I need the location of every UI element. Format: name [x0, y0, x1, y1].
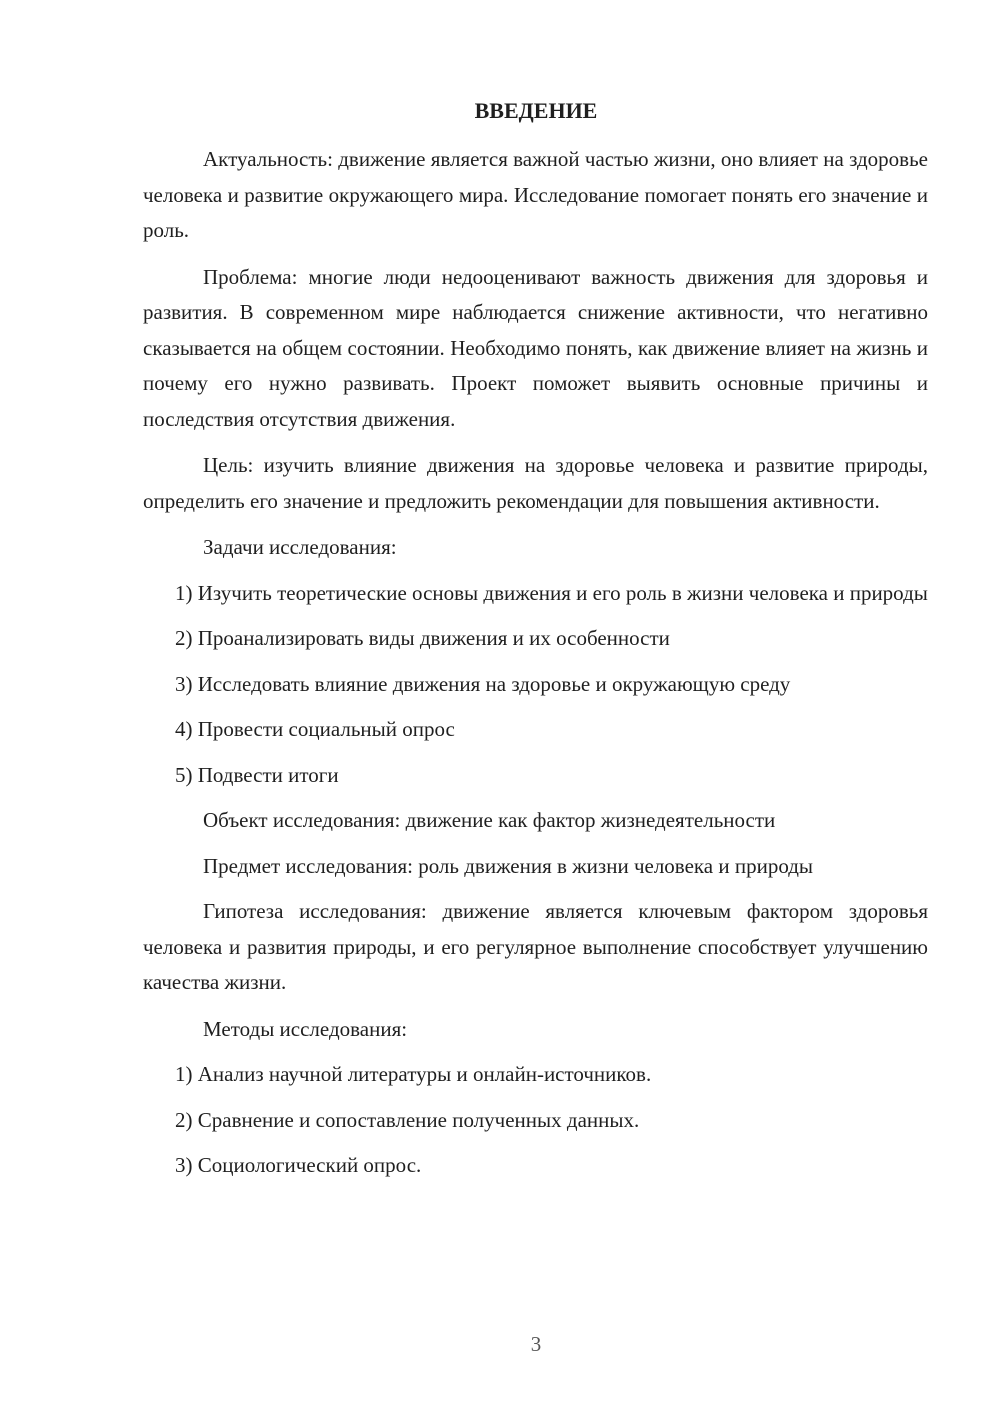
page-title: ВВЕДЕНИЕ — [474, 98, 598, 123]
problem-paragraph: Проблема: многие люди недооценивают важность движения для здоровья и развития. В современном мире наблюдается снижение активности, что негативно сказывается на общем состоянии. Необходимо понять, как движение влияет на жизнь и почему его нужно развивать. Проект поможет выявить основные причины и последствия отсутствия движения. — [143, 264, 928, 431]
object-paragraph: Объект исследования: движение как фактор жизнедеятельности — [203, 808, 776, 832]
document-body — [143, 142, 928, 1194]
method-item: 1) Анализ научной литературы и онлайн-источников. — [175, 1062, 652, 1086]
task-item: 5) Подвести итоги — [175, 762, 339, 787]
goal-paragraph: Цель: изучить влияние движения на здоровье человека и развитие природы, определить его значение и предложить рекомендации для повышения активности. — [143, 453, 928, 513]
relevance-paragraph: Актуальность: движение является важной частью жизни, оно влияет на здоровье человека и развитие окружающего мира. Исследование помогает понять его значение и роль. — [143, 147, 928, 242]
page-number: 3 — [530, 1332, 542, 1356]
task-item: 2) Проанализировать виды движения и их особенности — [175, 626, 670, 650]
method-item: 2) Сравнение и сопоставление полученных данных. — [175, 1107, 640, 1132]
task-item: 3) Исследовать влияние движения на здоровье и окружающую среду — [175, 671, 791, 696]
subject-paragraph: Предмет исследования: роль движения в жизни человека и природы — [203, 853, 814, 878]
hypothesis-paragraph: Гипотеза исследования: движение является ключевым фактором здоровья человека и развития природы, и его регулярное выполнение способствует улучшению качества жизни. — [143, 899, 928, 994]
task-item: 4) Провести социальный опрос — [175, 717, 455, 741]
tasks-heading: Задачи исследования: — [203, 535, 397, 559]
task-item: 1) Изучить теоретические основы движения и его роль в жизни человека и природы — [175, 580, 928, 605]
method-item: 3) Социологический опрос. — [175, 1153, 422, 1177]
methods-heading: Методы исследования: — [203, 1016, 408, 1041]
